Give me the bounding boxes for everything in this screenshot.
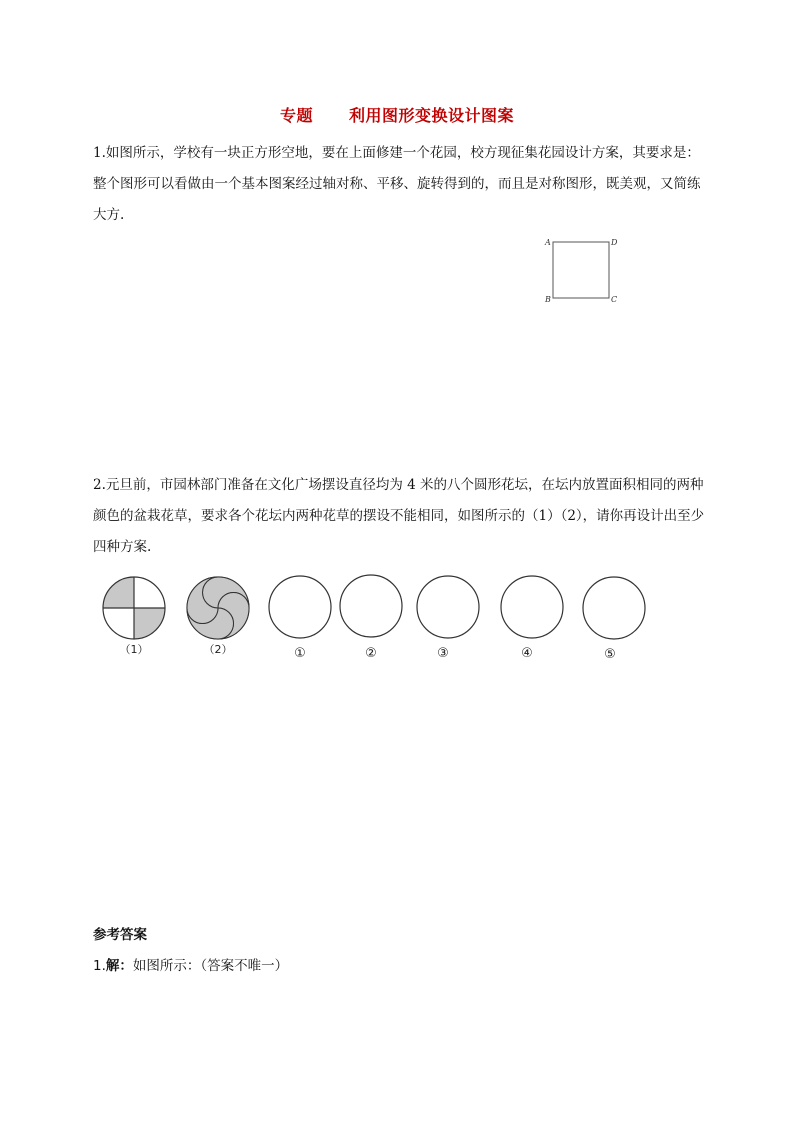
circle-label-2: （2） xyxy=(203,643,233,656)
circle-label-5: ③ xyxy=(437,646,449,661)
empty-circle-4 xyxy=(501,576,563,638)
answer-1 xyxy=(93,954,288,974)
question-1-text: 1.如图所示，学校有一块正方形空地，要在上面修建一个花园，校方现征集花园设计方案，其要求是：整个图形可以看做由一个基本图案经过轴对称、平移、旋转得到的，而且是对称图形，既美观，又简练大方. xyxy=(93,145,701,223)
page-title xyxy=(0,103,794,126)
answer-1-text: 如图所示：（答案不唯一） xyxy=(132,958,289,974)
circle-label-7: ⑤ xyxy=(604,647,616,662)
answer-1-solution-label: 解： xyxy=(105,958,133,974)
empty-circle-1 xyxy=(269,576,331,638)
title-subject: 利用图形变换设计图案 xyxy=(349,106,515,125)
title-topic: 专题 xyxy=(279,106,313,125)
empty-circle-3 xyxy=(417,576,479,638)
vertex-label-b: B xyxy=(545,295,551,304)
answer-1-number: 1. xyxy=(93,958,106,974)
circle-label-3: ① xyxy=(294,646,306,661)
flowerbed-circles xyxy=(96,570,656,665)
empty-circle-5 xyxy=(583,577,645,639)
empty-circle-2 xyxy=(340,575,402,637)
vertex-label-c: C xyxy=(611,295,618,304)
circle-pattern-1 xyxy=(103,577,165,639)
question-2-text: 2.元旦前，市园林部门准备在文化广场摆设直径均为 4 米的八个圆形花坛，在坛内放置面积相同的两种颜色的盆栽花草，要求各个花坛内两种花草的摆设不能相同，如图所示的（1）（2），请你再设计出至少四种方案. xyxy=(93,477,705,555)
circle-label-1: （1） xyxy=(119,643,149,656)
answers-heading: 参考答案 xyxy=(93,927,147,943)
vertex-label-d: D xyxy=(611,238,618,247)
circle-label-6: ④ xyxy=(521,646,533,661)
square-abcd xyxy=(553,242,609,298)
circle-label-4: ② xyxy=(365,646,377,661)
square-figure xyxy=(540,234,620,306)
circle-pattern-2 xyxy=(187,577,249,639)
vertex-label-a: A xyxy=(545,238,551,247)
